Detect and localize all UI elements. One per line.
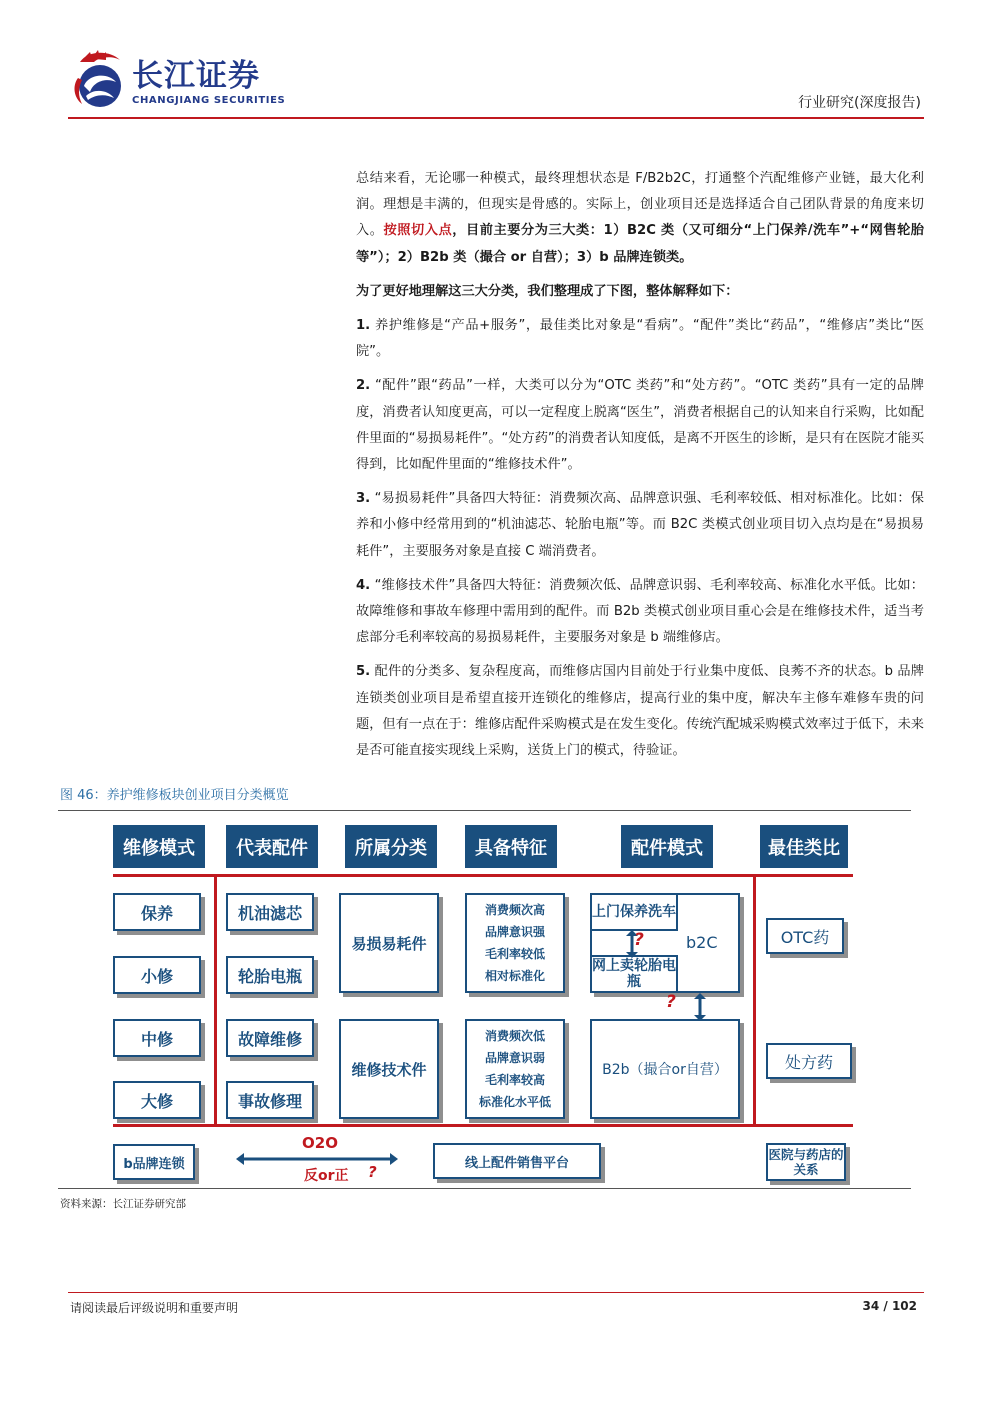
intro-bold: ，目前主要分为三大类：1）B2C 类（又可细分“上门保养/洗车”+“网售轮胎等”）；2）B2b 类（撮合 or 自营）；3）b 品牌连锁类。	[356, 223, 924, 265]
double-arrow-icon	[690, 993, 710, 1021]
category-technical-parts: 维修技术件	[339, 1019, 439, 1119]
bottom-brand-chain: b品牌连锁	[113, 1144, 195, 1180]
point-text: 养护维修是“产品+服务”，最佳类比对象是“看病”。“配件”类比“药品”，“维修店”类比“医院”。	[356, 318, 924, 360]
paragraph-point-2	[356, 373, 924, 478]
paragraph-point-5	[356, 659, 924, 764]
features-high-frequency	[465, 893, 565, 993]
point-text: “配件”跟“药品”一样，大类可以分为“OTC 类药”和“处方药”。“OTC 类药”具有一定的品牌度，消费者认知度更高，可以一定程度上脱离“医生”，消费者根据自己的认知来自行采购，比如配件里面的“易损易耗件”。“处方药”的消费者认知度低，是离不开医生的诊断，是只有在医院才能买得到，比如配件里面的“维修技术件”。	[356, 378, 925, 473]
features-low-frequency	[465, 1019, 565, 1119]
frame-left-divider	[214, 874, 217, 1127]
point-number: 3.	[356, 491, 371, 507]
header-representative-parts: 代表配件	[226, 825, 318, 868]
paragraph-point-1	[356, 313, 924, 365]
feature-item: 消费频次高	[484, 903, 545, 917]
point-text: “易损易耗件”具备四大特征：消费频次高、品牌意识强、毛利率较低、相对标准化。比如：保养和小修中经常用到的“机油滤芯、轮胎电瓶”等。而 B2C 类模式创业项目切入点均是在“易损易耗件”，主要服务对象是直接 C 端消费者。	[356, 491, 924, 559]
body-text	[356, 166, 924, 772]
footer-divider	[68, 1292, 924, 1293]
analogy-prescription: 处方药	[766, 1043, 852, 1079]
question-mark-icon: ?	[368, 1163, 377, 1181]
part-tire-battery: 轮胎电瓶	[226, 956, 314, 994]
header-category: 所属分类	[345, 825, 437, 868]
b2b-mode-box: B2b（撮合or自营）	[590, 1019, 740, 1119]
feature-item: 标准化水平低	[478, 1095, 551, 1109]
b2c-label: b2C	[686, 933, 718, 952]
paragraph-point-4	[356, 573, 924, 652]
point-text: 配件的分类多、复杂程度高，而维修店国内目前处于行业集中度低、良莠不齐的状态。b 品牌连锁类创业项目是希望直接开连锁化的维修店，提高行业的集中度，解决车主修车难修车贵的问题，但有一点在于：维修店配件采购模式是在发生变化。传统汽配城采购模式效率过于低下，未来是否可能直接实现线上采购，送货上门的模式，待验证。	[356, 664, 924, 759]
question-mark-icon: ?	[634, 930, 644, 950]
o2o-label: O2O	[302, 1134, 338, 1152]
intro-highlight: 按照切入点	[383, 223, 453, 239]
mode-major-repair: 大修	[113, 1081, 201, 1119]
point-number: 4.	[356, 577, 371, 593]
o2o-direction-label: 反or正	[304, 1168, 349, 1184]
feature-item: 品牌意识弱	[484, 1051, 545, 1065]
header-divider	[68, 117, 924, 119]
b2c-online-tires: 网上卖轮胎电瓶	[590, 955, 678, 993]
header-features: 具备特征	[465, 825, 557, 868]
question-mark-icon: ?	[666, 992, 676, 1012]
category-consumables: 易损易耗件	[339, 893, 439, 993]
online-parts-platform: 线上配件销售平台	[433, 1143, 601, 1179]
mode-maintenance: 保养	[113, 893, 201, 931]
feature-item: 相对标准化	[484, 969, 545, 983]
frame-bottom-line	[113, 1124, 853, 1127]
part-accident-repair: 事故修理	[226, 1081, 314, 1119]
analogy-otc: OTC药	[766, 918, 844, 954]
report-type: 行业研究(深度报告)	[798, 95, 921, 111]
part-oil-filter: 机油滤芯	[226, 893, 314, 931]
mode-medium-repair: 中修	[113, 1019, 201, 1057]
intro-text: 总结来看，无论哪一种模式，最终理想状态是 F/B2b2C，打通整个汽配维修产业链，最大化利润。理想是丰满的，但现实是骨感的。实际上，创业项目还是选择适合自己团队背景的角度来切入。	[356, 171, 924, 239]
figure-source: 资料来源：长江证券研究部	[60, 1198, 186, 1210]
header-repair-mode: 维修模式	[113, 825, 205, 868]
frame-top-line	[113, 874, 853, 877]
header-parts-mode: 配件模式	[621, 825, 713, 868]
b2c-home-service: 上门保养洗车	[590, 893, 678, 931]
figure-bottom-rule	[58, 1188, 911, 1189]
feature-item: 消费频次低	[484, 1029, 545, 1043]
feature-item: 毛利率较高	[484, 1073, 545, 1087]
header-best-analogy: 最佳类比	[760, 825, 848, 868]
paragraph-intro	[356, 166, 924, 271]
figure-top-rule	[58, 810, 911, 811]
paragraph-explain: 为了更好地理解这三大分类，我们整理成了下图，整体解释如下：	[356, 283, 739, 299]
figure-caption: 图 46：养护维修板块创业项目分类概览	[60, 788, 289, 803]
paragraph-point-3	[356, 486, 924, 565]
frame-right-divider	[753, 874, 756, 1127]
hospital-pharmacy-relation: 医院与药店的关系	[766, 1143, 846, 1181]
company-logo	[70, 48, 310, 114]
footer-disclaimer[interactable]: 请阅读最后评级说明和重要声明	[70, 1301, 239, 1315]
point-number: 2.	[356, 378, 371, 394]
feature-item: 毛利率较低	[484, 947, 545, 961]
dragon-logo-icon	[70, 48, 128, 110]
point-number: 1.	[356, 318, 371, 334]
mode-minor-repair: 小修	[113, 956, 201, 994]
logo-chinese-name: 长江证券	[132, 58, 260, 94]
feature-item: 品牌意识强	[484, 925, 545, 939]
page-number: 34 / 102	[862, 1299, 917, 1313]
part-fault-repair: 故障维修	[226, 1019, 314, 1057]
logo-english-name: CHANGJIANG SECURITIES	[132, 95, 286, 106]
point-number: 5.	[356, 664, 371, 680]
point-text: “维修技术件”具备四大特征：消费频次低、品牌意识弱、毛利率较高、标准化水平低。比如：故障维修和事故车修理中需用到的配件。而 B2b 类模式创业项目重心会是在维修技术件，适当考虑部分毛利率较高的易损易耗件，主要服务对象是 b 端维修店。	[356, 577, 924, 646]
